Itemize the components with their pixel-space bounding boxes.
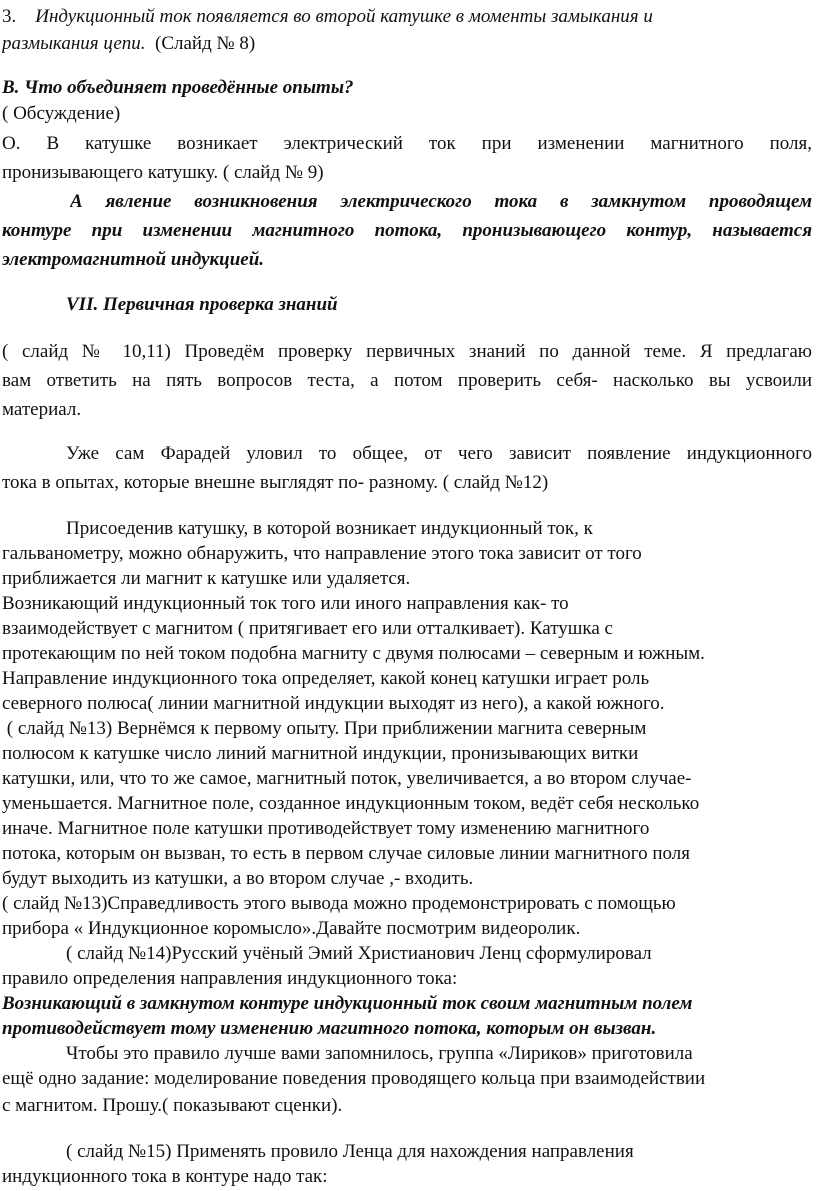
body-line: Возникающий индукционный ток того или иного направления как- то xyxy=(2,593,569,614)
body-line: ( слайд №13) Вернёмся к первому опыту. При приближении магнита северным xyxy=(2,718,647,739)
body-line: протекающим по ней током подобна магниту с двумя полюсами – северным и южным. xyxy=(2,643,705,664)
definition-line-2: контуре при изменении магнитного потока, пронизывающего контур, называется xyxy=(2,220,812,241)
body-line: прибора « Индукционное коромысло».Давайте посмотрим видеоролик. xyxy=(2,918,581,939)
paragraph-1-line-2 xyxy=(2,31,812,57)
answer-line-2: пронизывающего катушку. ( слайд № 9) xyxy=(2,162,324,183)
slide15-line-2: индукционного тока в контуре надо так: xyxy=(2,1166,328,1187)
lyrics-line-2: ещё одно задание: моделирование поведения проводящего кольца при взаимодействии xyxy=(2,1068,706,1089)
body-line: Присоеденив катушку, в которой возникает индукционный ток, к xyxy=(66,518,593,539)
test-paragraph-line-1: ( слайд № 10,11) Проведём проверку первичных знаний по данной теме. Я предлагаю xyxy=(2,341,812,362)
lyrics-line-1: Чтобы это правило лучше вами запомнилось, группа «Лириков» приготовила xyxy=(66,1043,693,1064)
lenz-rule-line-1: Возникающий в замкнутом контуре индукционный ток своим магнитным полем xyxy=(2,993,693,1014)
body-line: гальванометру, можно обнаружить, что направление этого тока зависит от того xyxy=(2,543,642,564)
lenz-intro-line-1: ( слайд №14)Русский учёный Эмий Христианович Ленц сформулировал xyxy=(66,943,652,964)
lenz-rule-line-2: противодействует тому изменению магитного потока, которым он вызван. xyxy=(2,1018,657,1039)
discussion-note: ( Обсуждение) xyxy=(2,103,121,124)
question-heading: В. Что объединяет проведённые опыты? xyxy=(2,77,354,98)
body-line: иначе. Магнитное поле катушки противодействует тому изменению магнитного xyxy=(2,818,650,839)
body-line: северного полюса( линии магнитной индукции выходят из него), а какой южного. xyxy=(2,693,665,714)
lyrics-line-3: с магнитом. Прошу.( показывают сценки). xyxy=(2,1095,343,1116)
italic-text: Индукционный ток появляется во второй катушке в моменты замыкания и xyxy=(35,6,653,27)
body-line: Направление индукционного тока определяет, какой конец катушки играет роль xyxy=(2,668,650,689)
section-heading: VII. Первичная проверка знаний xyxy=(66,294,338,315)
body-line: взаимодействует с магнитом ( притягивает его или отталкивает). Катушка с xyxy=(2,618,613,639)
body-line: будут выходить из катушки, а во втором случае ,- входить. xyxy=(2,868,474,889)
definition-line-1: А явление возникновения электрического тока в замкнутом проводящем xyxy=(70,191,812,212)
slide15-line-1: ( слайд №15) Применять провило Ленца для нахождения направления xyxy=(66,1141,634,1162)
body-line: полюсом к катушке число линий магнитной индукции, пронизывающих витки xyxy=(2,743,639,764)
answer-line-1: О. В катушке возникает электрический ток при изменении магнитного поля, xyxy=(2,133,812,154)
lenz-intro-line-2: правило определения направления индукционного тока: xyxy=(2,968,458,989)
paragraph-1-line-1 xyxy=(2,4,812,30)
body-line: уменьшается. Магнитное поле, созданное индукционным током, ведёт себя несколько xyxy=(2,793,700,814)
test-paragraph-line-2: вам ответить на пять вопросов теста, а потом проверить себя- насколько вы усвоили xyxy=(2,370,812,391)
list-number: 3. xyxy=(2,6,17,27)
slide-ref: (Слайд № 8) xyxy=(155,33,256,54)
faraday-line-1: Уже сам Фарадей уловил то общее, от чего зависит появление индукционного xyxy=(66,443,812,464)
body-line: приближается ли магнит к катушке или удаляется. xyxy=(2,568,411,589)
faraday-line-2: тока в опытах, которые внешне выглядят по- разному. ( слайд №12) xyxy=(2,472,549,493)
body-line: катушки, или, что то же самое, магнитный поток, увеличивается, а во втором случае- xyxy=(2,768,692,789)
definition-line-3: электромагнитной индукцией. xyxy=(2,249,265,270)
body-line: потока, которым он вызван, то есть в первом случае силовые линии магнитного поля xyxy=(2,843,690,864)
test-paragraph-line-3: материал. xyxy=(2,399,82,420)
italic-text: размыкания цепи. xyxy=(2,33,146,54)
body-line: ( слайд №13)Справедливость этого вывода можно продемонстрировать с помощью xyxy=(2,893,676,914)
